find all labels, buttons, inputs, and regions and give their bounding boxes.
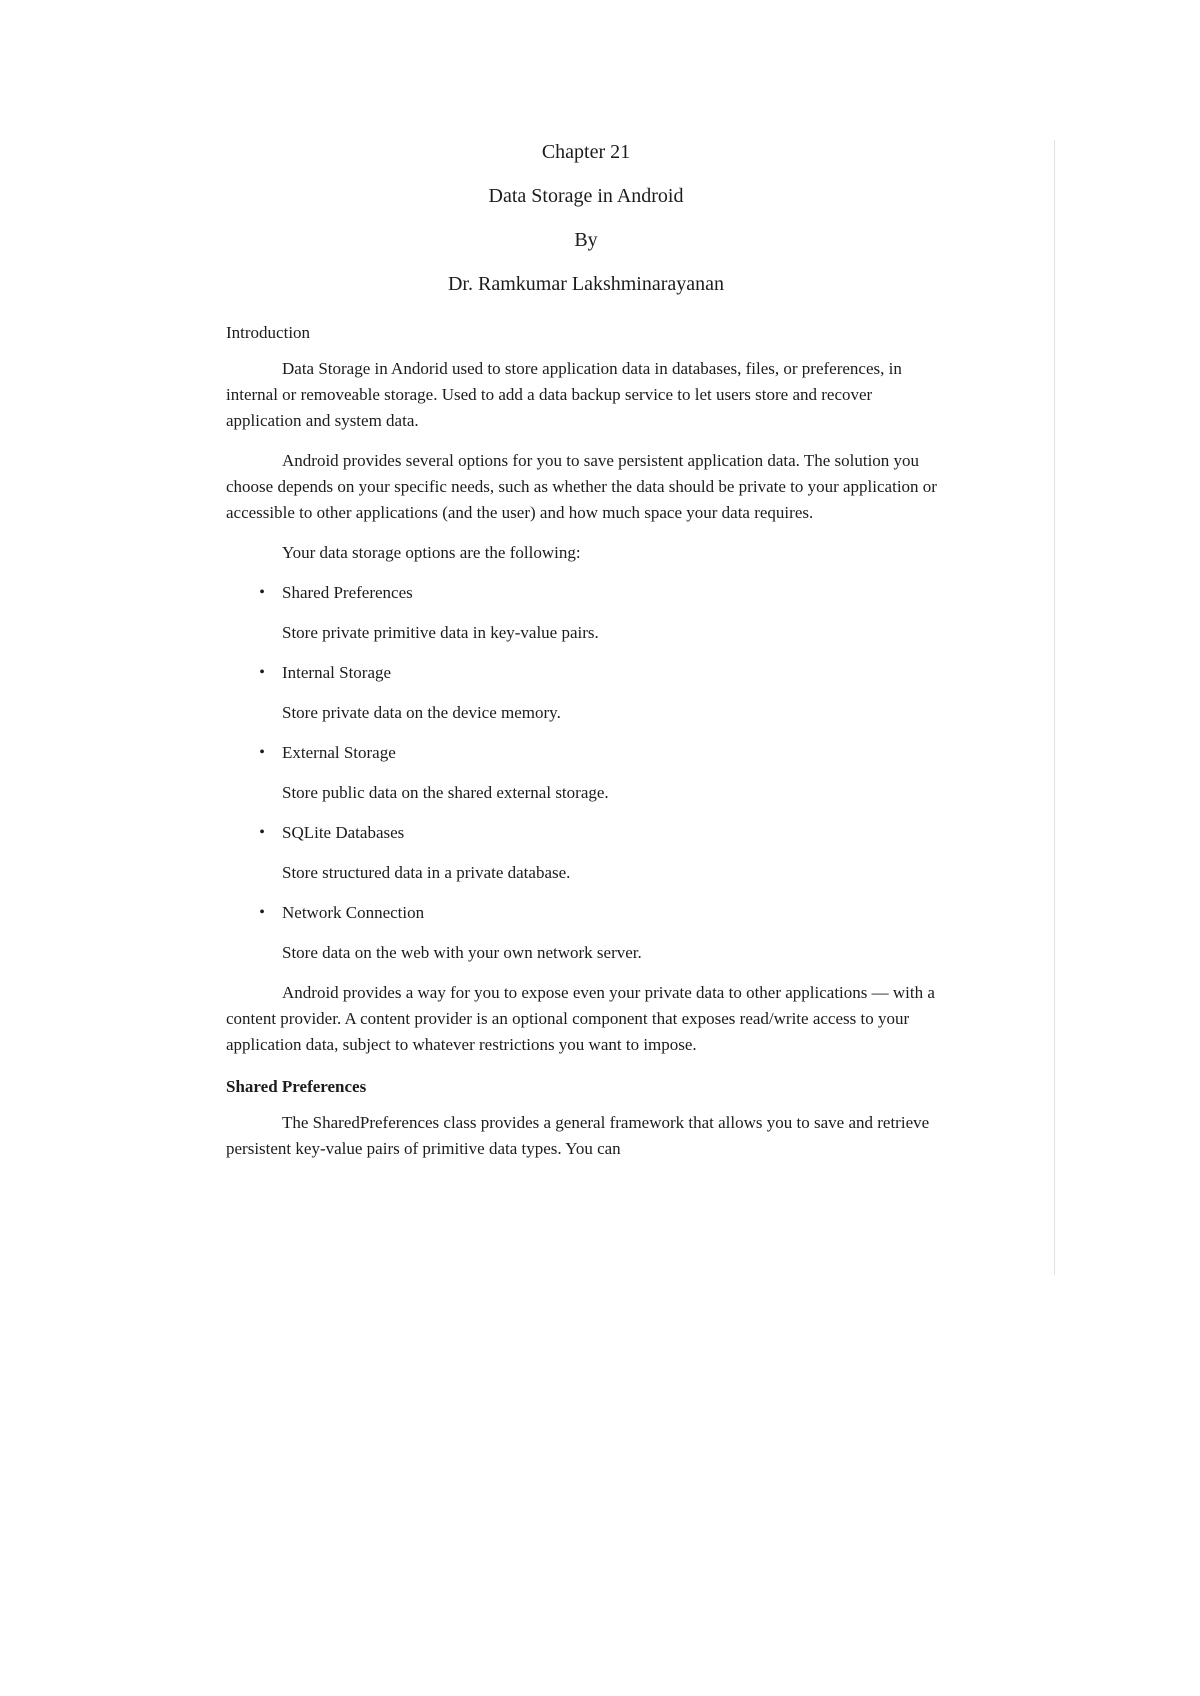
option-description: Store data on the web with your own network server. <box>282 943 642 962</box>
option-description: Store public data on the shared external storage. <box>282 783 609 802</box>
document-content <box>226 126 946 1162</box>
option-description: Store private data on the device memory. <box>282 703 561 722</box>
byline-label: By <box>574 229 598 251</box>
bullet-icon: • <box>259 904 265 921</box>
option-title: Network Connection <box>282 903 425 922</box>
list-item <box>226 580 946 646</box>
section-label-introduction: Introduction <box>226 323 311 342</box>
shared-preferences-paragraph: The SharedPreferences class provides a general framework that allows you to save and retrieve persistent key-value pairs of primitive data types. You can <box>226 1113 930 1158</box>
list-item <box>226 820 946 886</box>
option-title: External Storage <box>282 743 396 762</box>
option-title: SQLite Databases <box>282 823 405 842</box>
chapter-number: Chapter 21 <box>541 141 631 163</box>
author-name: Dr. Ramkumar Lakshminarayanan <box>447 273 725 295</box>
bullet-icon: • <box>259 584 265 601</box>
option-description: Store structured data in a private database. <box>282 863 571 882</box>
chapter-title: Data Storage in Android <box>488 185 684 207</box>
page-edge-divider <box>1054 140 1055 1275</box>
storage-options-list <box>226 580 946 966</box>
option-description: Store private primitive data in key-value pairs. <box>282 623 599 642</box>
intro-paragraph-2: Android provides several options for you to save persistent application data. The solution you choose depends on your specific needs, such as whether the data should be private to your application or accessible to other applications (and the user) and how much space your data requires. <box>226 451 937 522</box>
bullet-icon: • <box>259 824 265 841</box>
list-item <box>226 740 946 806</box>
bullet-icon: • <box>259 664 265 681</box>
option-title: Shared Preferences <box>282 583 413 602</box>
options-intro: Your data storage options are the following: <box>282 543 581 562</box>
intro-paragraph-1: Data Storage in Andorid used to store application data in databases, files, or preferences, in internal or removeable storage. Used to add a data backup service to let users store and recover application and system data. <box>226 359 902 430</box>
section-heading-shared-preferences: Shared Preferences <box>226 1077 367 1096</box>
list-item <box>226 660 946 726</box>
bullet-icon: • <box>259 744 265 761</box>
list-item <box>226 900 946 966</box>
content-provider-paragraph: Android provides a way for you to expose even your private data to other applications — with a content provider. A content provider is an optional component that exposes read/write access to your application data, subject to whatever restrictions you want to impose. <box>226 983 935 1054</box>
option-title: Internal Storage <box>282 663 392 682</box>
